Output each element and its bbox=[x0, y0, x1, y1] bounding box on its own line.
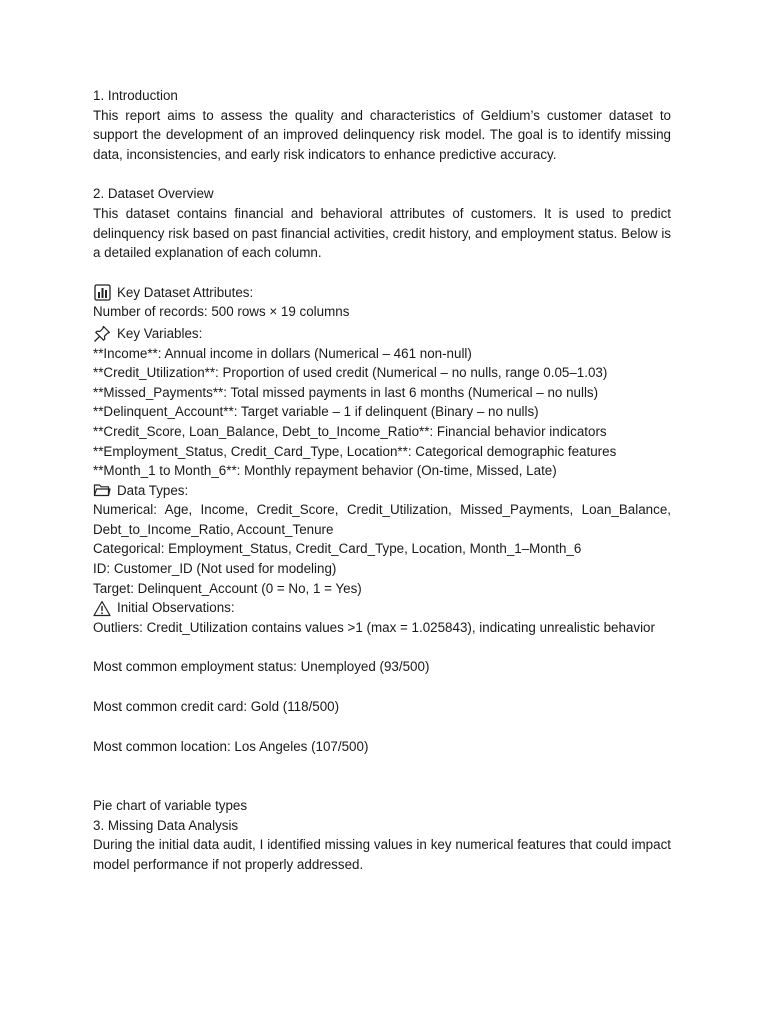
bar-chart-icon bbox=[93, 284, 111, 302]
target-type: Target: Delinquent_Account (0 = No, 1 = Yes) bbox=[93, 580, 362, 596]
data-types-heading-line bbox=[93, 481, 671, 501]
overview-paragraph: This dataset contains financial and behavioral attributes of customers. It is used to predict delinquency risk based on past financial activities, credit history, and employment status. Below is a detailed explanation of each column. bbox=[93, 205, 671, 261]
observations-heading-line bbox=[93, 598, 671, 618]
key-variable-item: **Credit_Score, Loan_Balance, Debt_to_Income_Ratio**: Financial behavior indicators bbox=[93, 423, 607, 439]
outliers-observation: Outliers: Credit_Utilization contains values >1 (max = 1.025843), indicating unrealistic behavior bbox=[93, 619, 655, 635]
warning-icon bbox=[93, 599, 111, 617]
missing-data-heading: 3. Missing Data Analysis bbox=[93, 817, 239, 833]
categorical-types: Categorical: Employment_Status, Credit_Card_Type, Location, Month_1–Month_6 bbox=[93, 541, 582, 557]
records-count: Number of records: 500 rows × 19 columns bbox=[93, 304, 350, 320]
credit-card-observation: Most common credit card: Gold (118/500) bbox=[93, 699, 340, 715]
key-variable-item: **Missed_Payments**: Total missed payments in last 6 months (Numerical – no nulls) bbox=[93, 384, 599, 400]
id-type: ID: Customer_ID (Not used for modeling) bbox=[93, 561, 337, 577]
numerical-types: Numerical: Age, Income, Credit_Score, Credit_Utilization, Missed_Payments, Loan_Balance, Debt_to_Income_Ratio, Account_Tenure bbox=[93, 502, 671, 537]
data-types-heading: Data Types: bbox=[117, 482, 189, 498]
key-variable-item: **Delinquent_Account**: Target variable – 1 if delinquent (Binary – no nulls) bbox=[93, 404, 539, 420]
key-variable-item: **Month_1 to Month_6**: Monthly repayment behavior (On-time, Missed, Late) bbox=[93, 463, 557, 479]
missing-data-paragraph: During the initial data audit, I identified missing values in key numerical features that could impact model performance if not properly addressed. bbox=[93, 837, 671, 872]
attributes-heading: Key Dataset Attributes: bbox=[117, 284, 254, 300]
folder-icon bbox=[93, 481, 111, 499]
key-variables-heading: Key Variables: bbox=[117, 325, 203, 341]
key-variable-item: **Employment_Status, Credit_Card_Type, Location**: Categorical demographic features bbox=[93, 443, 617, 459]
attributes-heading-line bbox=[93, 283, 671, 303]
pie-chart-caption: Pie chart of variable types bbox=[93, 798, 248, 814]
overview-heading: 2. Dataset Overview bbox=[93, 186, 214, 202]
pushpin-icon bbox=[93, 325, 111, 343]
key-variable-item: **Credit_Utilization**: Proportion of used credit (Numerical – no nulls, range 0.05–1.03) bbox=[93, 365, 608, 381]
intro-heading: 1. Introduction bbox=[93, 88, 178, 103]
key-variables-heading-line bbox=[93, 324, 671, 344]
observations-heading: Initial Observations: bbox=[117, 600, 235, 616]
employment-observation: Most common employment status: Unemployed (93/500) bbox=[93, 659, 430, 675]
intro-paragraph: This report aims to assess the quality and characteristics of Geldium’s customer dataset to support the development of an improved delinquency risk model. The goal is to identify missing data, inconsistencies, and early risk indicators to enhance predictive accuracy. bbox=[93, 107, 671, 162]
location-observation: Most common location: Los Angeles (107/500) bbox=[93, 738, 369, 754]
document-content bbox=[93, 86, 671, 875]
key-variable-item: **Income**: Annual income in dollars (Numerical – 461 non-null) bbox=[93, 345, 472, 361]
